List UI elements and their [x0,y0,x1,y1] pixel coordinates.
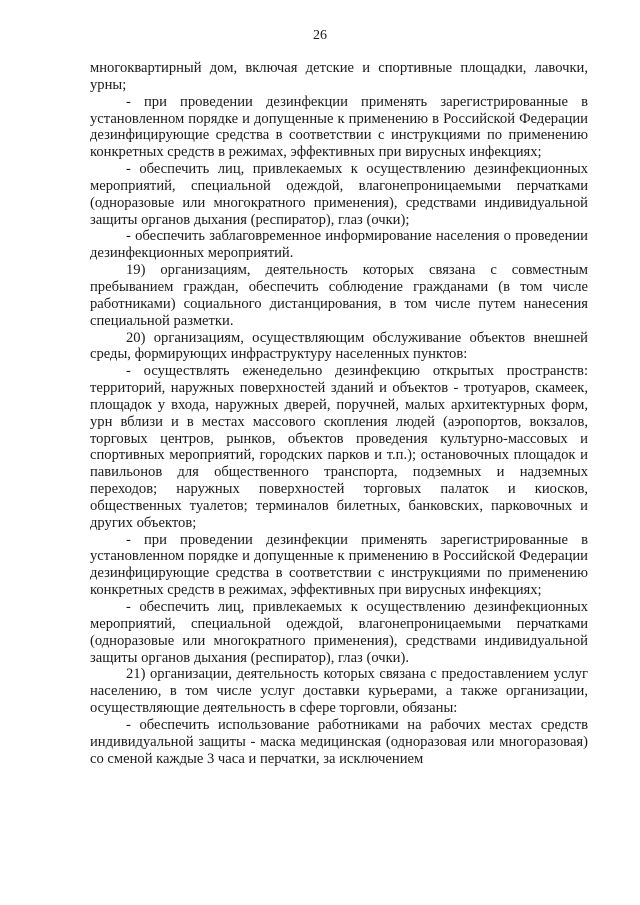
paragraph-disinfectant-use-2: - при проведении дезинфекции применять зарегистрированные в установленном порядке и допущенные к применению в Российской Федерации дезинфицирующие средства в соответствии с инструкциями по применению конкретных средств в режимах, эффективных при вирусных инфекциях; [90,531,588,599]
paragraph-masks-gloves: - обеспечить использование работниками на рабочих местах средств индивидуальной защиты - маска медицинская (одноразовая или многоразовая) со сменой каждые 3 часа и перчатки, за исключением [90,716,588,767]
paragraph-disinfectant-use: - при проведении дезинфекции применять зарегистрированные в установленном порядке и допущенные к применению в Российской Федерации дезинфицирующие средства в соответствии с инструкциями по применению конкретных средств в режимах, эффективных при вирусных инфекциях; [90,93,588,161]
page-number: 26 [313,28,327,43]
paragraph-continuation: многоквартирный дом, включая детские и спортивные площадки, лавочки, урны; [90,60,588,93]
paragraph-inform-population: - обеспечить заблаговременное информирование населения о проведении дезинфекционных мероприятий. [90,228,588,262]
paragraph-item-20: 20) организациям, осуществляющим обслуживание объектов внешней среды, формирующих инфраструктуру населенных пунктов: [90,329,588,363]
paragraph-protective-equipment-2: - обеспечить лиц, привлекаемых к осуществлению дезинфекционных мероприятий, специальной одеждой, влагонепроницаемыми перчатками (одноразовые или многократного применения), средствами индивидуальной защиты органов дыхания (респиратор), глаз (очки). [90,599,588,666]
document-body [90,60,588,767]
paragraph-item-19: 19) организациям, деятельность которых связана с совместным пребыванием граждан, обеспечить соблюдение гражданами (в том числе работниками) социального дистанцирования, в том числе путем нанесения специальной разметки. [90,262,588,329]
paragraph-weekly-disinfection: - осуществлять еженедельно дезинфекцию открытых пространств: территорий, наружных поверхностей зданий и объектов - тротуаров, скамеек, площадок у входа, наружных дверей, поручней, малых архитектурных форм, урн вблизи и в местах массового скопления людей (аэропортов, вокзалов, торговых центров, рынков, объектов проведения культурно-массовых и спортивных мероприятий, городских парков и т.п.); остановочных площадок и павильонов для общественного транспорта, подземных и надземных переходов; наружных поверхностей торговых палаток и киосков, общественных туалетов; терминалов билетных, банковских, парковочных и других объектов; [90,363,588,531]
paragraph-item-21: 21) организации, деятельность которых связана с предоставлением услуг населению, в том числе услуг доставки курьерами, а также организации, осуществляющие деятельность в сфере торговли, обязаны: [90,666,588,717]
paragraph-protective-equipment: - обеспечить лиц, привлекаемых к осуществлению дезинфекционных мероприятий, специальной одеждой, влагонепроницаемыми перчатками (одноразовые или многократного применения), средствами индивидуальной защиты органов дыхания (респиратор), глаз (очки); [90,161,588,228]
